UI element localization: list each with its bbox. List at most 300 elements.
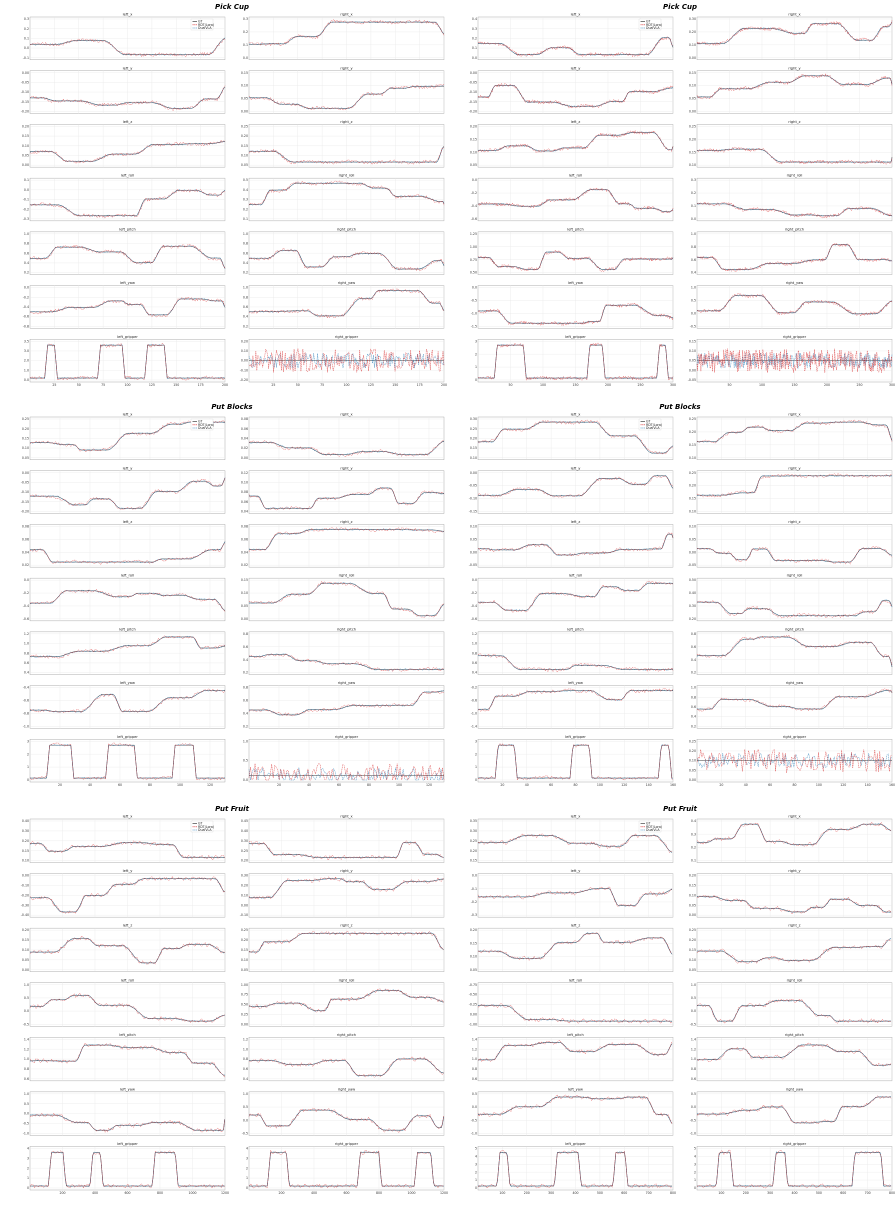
x-tick-label: 800 [156, 1190, 164, 1195]
subplot-left_yaw [23, 681, 225, 728]
y-tick-label: 0.20 [688, 938, 696, 943]
x-tick-label: 200 [440, 382, 448, 387]
subplot-title: left_roll [568, 978, 583, 983]
legend [191, 19, 214, 30]
y-tick-label: 1.2 [690, 1047, 696, 1052]
subplot-title: left_x [570, 12, 581, 17]
y-tick-label: 0.8 [690, 1067, 696, 1072]
y-tick-label: 0.0 [471, 578, 477, 583]
y-tick-label: 0.20 [469, 124, 477, 129]
y-tick-label: -0.4 [470, 204, 477, 209]
y-tick-label: 0.4 [23, 260, 29, 265]
y-tick-label: 0.10 [688, 83, 696, 88]
y-tick-label: 0.5 [690, 1091, 696, 1096]
x-tick-label: 400 [91, 1190, 99, 1195]
y-tick-label: 0.50 [688, 578, 696, 583]
y-tick-label: 1.25 [469, 231, 477, 236]
subplot-title: right_yaw [337, 281, 356, 286]
subplot-title: left_roll [120, 173, 135, 178]
panel-3 [21, 403, 444, 787]
y-tick-label: 0.5 [242, 1105, 248, 1110]
x-tick-label: 1000 [407, 1190, 416, 1195]
y-tick-label: 0.6 [242, 698, 248, 703]
x-tick-label: 250 [637, 382, 644, 387]
y-tick-label: 0.5 [242, 758, 248, 763]
x-tick-label: 50 [727, 382, 732, 387]
y-tick-label: 0.20 [688, 137, 696, 142]
y-tick-label: 0.5 [23, 996, 29, 1001]
subplot-left_pitch [470, 227, 673, 274]
y-tick-label: 0.08 [21, 524, 29, 529]
subplot-title: right_x [788, 412, 801, 417]
y-tick-label: -0.1 [470, 886, 477, 891]
x-tick-label: 40 [743, 782, 748, 787]
x-tick-label: 200 [59, 1190, 66, 1195]
subplot-left_roll [23, 174, 225, 221]
subplot-title: left_z [122, 120, 133, 125]
y-tick-label: -0.05 [468, 483, 477, 488]
y-tick-label: 0.00 [21, 70, 29, 75]
y-tick-label: 3.0 [23, 349, 29, 354]
x-tick-label: 1200 [220, 1190, 230, 1195]
x-tick-label: 100 [539, 382, 547, 387]
y-tick-label: 0.0 [23, 46, 29, 51]
y-tick-label: 0.35 [469, 819, 477, 824]
subplot-left_y [21, 869, 225, 917]
subplot-right_pitch [691, 227, 892, 274]
legend-label: DualVLA [198, 26, 212, 30]
y-tick-label: 0.5 [471, 1091, 477, 1096]
y-tick-label: -0.2 [470, 591, 477, 596]
y-tick-label: 0.8 [690, 631, 696, 636]
subplot-title: left_pitch [119, 1032, 136, 1037]
x-tick-label: 175 [416, 382, 423, 387]
subplot-right_roll [241, 574, 444, 621]
y-tick-label: 0.06 [21, 537, 29, 542]
y-tick-label: 0.5 [690, 298, 696, 303]
y-tick-label: 0.15 [688, 883, 696, 888]
y-tick-label: 0.30 [21, 828, 29, 833]
y-tick-label: 0.6 [471, 1076, 477, 1081]
y-tick-label: 0.25 [240, 928, 248, 933]
y-tick-label: 0.6 [242, 644, 248, 649]
x-tick-label: 120 [425, 782, 433, 787]
x-tick-label: 1000 [188, 1190, 197, 1195]
x-tick-label: 300 [767, 1190, 774, 1195]
x-tick-label: 100 [499, 1190, 506, 1195]
legend-label: RDT(Lora) [646, 824, 663, 829]
legend-label: RDT(Lora) [646, 422, 663, 427]
legend-label: DualVLA [646, 828, 660, 832]
y-tick-label: 0.00 [469, 470, 477, 475]
subplot-right_yaw [690, 1087, 892, 1135]
x-tick-label: 80 [573, 782, 578, 787]
x-tick-label: 400 [572, 1190, 579, 1195]
y-tick-label: -0.3 [22, 216, 29, 221]
y-tick-label: 0.10 [688, 455, 696, 460]
y-tick-label: 0.50 [240, 1002, 248, 1007]
subplot-title: right_gripper [334, 1142, 359, 1147]
y-tick-label: 0.20 [21, 928, 29, 933]
y-tick-label: 0.25 [240, 848, 248, 853]
y-tick-label: 1.0 [242, 231, 248, 236]
y-tick-label: 0.08 [240, 524, 248, 529]
y-tick-label: 0.4 [23, 670, 29, 675]
subplot-title: right_yaw [337, 1087, 356, 1092]
subplot-right_pitch [691, 1033, 892, 1081]
y-tick-label: 0.04 [240, 436, 248, 441]
subplot-title: right_z [340, 120, 353, 125]
subplot-left_gripper [475, 335, 676, 387]
subplot-title: left_pitch [567, 227, 584, 232]
y-tick-label: 0.20 [21, 426, 29, 431]
x-tick-label: 800 [888, 1190, 896, 1195]
y-tick-label: 0.3 [471, 26, 477, 31]
y-tick-label: 1 [474, 765, 477, 770]
y-tick-label: 0.10 [688, 758, 696, 763]
y-tick-label: 0.4 [471, 17, 477, 22]
y-tick-label: 5 [693, 1146, 696, 1151]
x-tick-label: 100 [758, 382, 766, 387]
x-tick-label: 400 [310, 1190, 318, 1195]
axes-frame [249, 524, 444, 567]
y-tick-label: 1.4 [690, 1037, 696, 1042]
x-tick-label: 25 [271, 382, 276, 387]
x-tick-label: 60 [549, 782, 554, 787]
y-tick-label: 3 [474, 339, 477, 344]
subplot-title: right_pitch [784, 227, 805, 232]
y-tick-label: 3 [245, 1156, 248, 1161]
x-tick-label: 600 [343, 1190, 350, 1195]
y-tick-label: 0.1 [690, 204, 696, 209]
y-tick-label: 0.75 [469, 257, 477, 262]
y-tick-label: 3.5 [23, 339, 29, 344]
x-tick-label: 200 [523, 1190, 530, 1195]
x-tick-label: 1200 [439, 1190, 449, 1195]
subplot-left_pitch [472, 627, 673, 674]
y-tick-label: 0.06 [240, 537, 248, 542]
y-tick-label: -0.2 [22, 207, 29, 212]
y-tick-label: 0.6 [690, 1076, 696, 1081]
subplot-left_z [469, 520, 673, 567]
x-tick-label: 20 [500, 782, 505, 787]
x-tick-label: 500 [596, 1190, 603, 1195]
y-tick-label: 0.00 [240, 109, 248, 114]
y-tick-label: 0.10 [240, 893, 248, 898]
y-tick-label: -0.2 [22, 591, 29, 596]
x-tick-label: 800 [669, 1190, 677, 1195]
subplot-right_gripper [694, 1142, 895, 1195]
x-tick-label: 200 [221, 382, 229, 387]
legend-label: RDT(Lora) [198, 824, 215, 829]
y-tick-label: 1.0 [23, 1091, 29, 1096]
subplot-title: left_x [122, 12, 133, 17]
y-tick-label: 0.04 [240, 550, 248, 555]
y-tick-label: 0.1 [471, 46, 477, 51]
x-tick-label: 50 [76, 382, 81, 387]
subplot-left_z [22, 520, 225, 567]
y-tick-label: 0.2 [690, 724, 696, 729]
y-tick-label: 0.05 [688, 537, 696, 542]
subplot-right_z [688, 520, 892, 567]
y-tick-label: -0.6 [470, 216, 477, 221]
subplot-title: left_roll [120, 573, 135, 578]
subplot-title: right_x [340, 814, 353, 819]
y-tick-label: 0.05 [240, 96, 248, 101]
y-tick-label: -0.50 [468, 992, 477, 997]
y-tick-label: 0.25 [688, 470, 696, 475]
y-tick-label: 0.0 [242, 778, 248, 783]
y-tick-label: 0.10 [688, 163, 696, 168]
y-tick-label: 0.10 [469, 455, 477, 460]
y-tick-label: -0.05 [687, 378, 696, 383]
subplot-left_yaw [471, 681, 673, 728]
y-tick-label: 0.4 [471, 670, 477, 675]
y-tick-label: 0.1 [23, 36, 29, 41]
y-tick-label: 0 [474, 778, 477, 783]
y-tick-label: 1.2 [23, 631, 29, 636]
subplot-right_gripper [689, 735, 895, 787]
x-tick-label: 300 [548, 1190, 555, 1195]
subplot-title: right_pitch [336, 627, 357, 632]
y-tick-label: -0.5 [470, 298, 477, 303]
y-tick-label: -0.05 [20, 480, 29, 485]
subplot-left_gripper [24, 335, 228, 387]
y-tick-label: 0.10 [240, 153, 248, 158]
x-tick-label: 500 [815, 1190, 822, 1195]
subplot-title: left_gripper [565, 734, 586, 739]
y-tick-label: 0.3 [690, 832, 696, 837]
subplot-right_z [241, 520, 444, 567]
y-tick-label: 1.4 [471, 1037, 477, 1042]
y-tick-label: 1.0 [23, 231, 29, 236]
legend [639, 19, 662, 30]
subplot-title: left_z [570, 120, 581, 125]
subplot-title: right_y [340, 869, 353, 874]
y-tick-label: 0.05 [688, 967, 696, 972]
subplot-title: left_yaw [120, 281, 135, 286]
subplot-title: left_roll [568, 173, 583, 178]
subplot-right_roll [691, 174, 892, 221]
y-tick-label: 0.20 [688, 483, 696, 488]
y-tick-label: 0.4 [242, 1076, 248, 1081]
y-tick-label: 1.2 [242, 1037, 248, 1042]
y-tick-label: 0.00 [469, 550, 477, 555]
y-tick-label: 0.8 [690, 244, 696, 249]
y-tick-label: 1.0 [242, 1047, 248, 1052]
y-tick-label: 0.10 [21, 948, 29, 953]
y-tick-label: 4 [693, 1154, 696, 1159]
y-tick-label: -0.40 [20, 913, 29, 918]
subplot-title: left_gripper [565, 334, 586, 339]
y-tick-label: -0.8 [22, 324, 29, 329]
y-tick-label: 0.0 [690, 1105, 696, 1110]
y-tick-label: 1 [474, 365, 477, 370]
x-tick-label: 140 [645, 782, 652, 787]
subplot-left_z [22, 120, 225, 167]
y-tick-label: 0.0 [471, 285, 477, 290]
y-tick-label: 4 [26, 1146, 29, 1151]
subplot-right_y [241, 466, 444, 513]
subplot-title: left_yaw [568, 681, 583, 686]
y-tick-label: 1.2 [471, 631, 477, 636]
y-tick-label: -0.15 [468, 509, 477, 514]
y-tick-label: 0.2 [242, 324, 248, 329]
subplot-title: right_y [788, 466, 801, 471]
y-tick-label: 0.6 [242, 251, 248, 256]
y-tick-label: 0.40 [21, 819, 29, 824]
y-tick-label: 0.20 [240, 339, 248, 344]
y-tick-label: 2 [693, 1170, 696, 1175]
y-tick-label: -1.0 [470, 1131, 477, 1136]
legend-label: GT [646, 419, 651, 424]
y-tick-label: 0.10 [240, 480, 248, 485]
x-tick-label: 40 [306, 782, 312, 787]
y-tick-label: 0.2 [242, 207, 248, 212]
y-tick-label: 0.00 [240, 616, 248, 621]
y-tick-label: 0.10 [240, 957, 248, 962]
y-tick-label: -1.4 [470, 724, 477, 729]
legend-label: RDT(Lora) [198, 22, 215, 27]
y-tick-label: 0.0 [690, 311, 696, 316]
axes-frame [249, 686, 444, 729]
subplot-title: left_x [122, 814, 133, 819]
subplot-title: left_x [570, 814, 581, 819]
legend [639, 821, 662, 832]
y-tick-label: 1.0 [23, 1057, 29, 1062]
legend-label: DualVLA [646, 26, 660, 30]
x-tick-label: 600 [840, 1190, 847, 1195]
subplot-title: right_pitch [784, 627, 805, 632]
y-tick-label: 0.0 [23, 187, 29, 192]
axes-frame [249, 632, 444, 675]
y-tick-label: 0.05 [469, 967, 477, 972]
subplot-title: right_roll [786, 573, 803, 578]
y-tick-label: -0.5 [470, 1118, 477, 1123]
x-tick-label: 80 [366, 782, 372, 787]
y-tick-label: 3 [474, 1162, 477, 1167]
y-tick-label: 0.6 [23, 1076, 29, 1081]
y-tick-label: 0.10 [240, 591, 248, 596]
subplot-title: left_gripper [117, 334, 138, 339]
y-tick-label: 2 [26, 1166, 29, 1171]
y-tick-label: 0.00 [688, 913, 696, 918]
y-tick-label: 0.6 [471, 660, 477, 665]
y-tick-label: 0.10 [21, 143, 29, 148]
y-tick-label: 0.0 [23, 578, 29, 583]
y-tick-label: 1.0 [23, 982, 29, 987]
y-tick-label: 0.25 [469, 426, 477, 431]
y-tick-label: 1 [26, 765, 29, 770]
legend-label: DualVLA [198, 828, 212, 832]
subplot-right_x [639, 413, 892, 460]
y-tick-label: 1 [474, 1178, 477, 1183]
subplot-title: right_roll [338, 173, 355, 178]
y-tick-label: 0.05 [240, 967, 248, 972]
y-tick-label: -1.0 [470, 711, 477, 716]
y-tick-label: 1.4 [23, 1037, 29, 1042]
x-tick-label: 150 [392, 382, 399, 387]
y-tick-label: -0.30 [20, 903, 29, 908]
y-tick-label: 0.10 [469, 954, 477, 959]
y-tick-label: 0 [26, 1186, 29, 1191]
subplot-left_pitch [472, 1033, 673, 1081]
y-tick-label: 0.15 [240, 143, 248, 148]
x-tick-label: 200 [742, 1190, 749, 1195]
y-tick-label: 0.05 [21, 455, 29, 460]
y-tick-label: 2 [245, 1166, 248, 1171]
y-tick-label: 0.6 [23, 251, 29, 256]
y-tick-label: 0.40 [688, 591, 696, 596]
y-tick-label: 1 [245, 1176, 248, 1181]
y-tick-label: -0.25 [468, 1002, 477, 1007]
y-tick-label: 0.20 [240, 938, 248, 943]
y-tick-label: 3 [693, 1162, 696, 1167]
y-tick-label: -0.10 [239, 368, 248, 373]
y-tick-label: 0.20 [469, 436, 477, 441]
y-tick-label: 0.4 [690, 657, 696, 662]
x-tick-label: 200 [278, 1190, 285, 1195]
subplot-title: left_yaw [568, 281, 583, 286]
y-tick-label: 0 [26, 778, 29, 783]
y-tick-label: 0.8 [242, 295, 248, 300]
y-tick-label: 0.20 [688, 616, 696, 621]
y-tick-label: -1.5 [470, 324, 477, 329]
y-tick-label: 0.6 [242, 305, 248, 310]
x-tick-label: 160 [888, 782, 896, 787]
y-tick-label: 0.00 [21, 873, 29, 878]
subplot-left_yaw [471, 281, 673, 328]
y-tick-label: 0.1 [690, 858, 696, 863]
y-tick-label: 1.0 [23, 641, 29, 646]
x-tick-label: 25 [52, 382, 57, 387]
y-tick-label: -0.2 [470, 685, 477, 690]
x-tick-label: 700 [645, 1190, 652, 1195]
y-tick-label: 0.10 [21, 858, 29, 863]
y-tick-label: 0.0 [23, 285, 29, 290]
x-tick-label: 100 [395, 782, 403, 787]
y-tick-label: 0.00 [21, 163, 29, 168]
legend-label: GT [646, 821, 651, 826]
y-tick-label: 1.0 [690, 685, 696, 690]
y-tick-label: -0.05 [20, 80, 29, 85]
y-tick-label: -0.10 [468, 90, 477, 95]
y-tick-label: 1.0 [690, 1057, 696, 1062]
y-tick-label: 0.3 [242, 197, 248, 202]
y-tick-label: 0.15 [21, 938, 29, 943]
subplot-right_roll [243, 174, 444, 221]
y-tick-label: 0.25 [688, 928, 696, 933]
axes-frame [30, 524, 225, 567]
subplot-right_x [191, 815, 444, 863]
subplot-title: left_pitch [119, 227, 136, 232]
y-tick-label: 0.20 [688, 30, 696, 35]
y-tick-label: 0.08 [240, 490, 248, 495]
x-tick-label: 80 [792, 782, 797, 787]
y-tick-label: -0.4 [22, 305, 29, 310]
y-tick-label: 0 [245, 1186, 248, 1191]
y-tick-label: -0.20 [468, 109, 477, 114]
y-tick-label: 0.30 [688, 604, 696, 609]
y-tick-label: 0.6 [690, 257, 696, 262]
y-tick-label: 0.10 [469, 524, 477, 529]
y-tick-label: 0.2 [471, 36, 477, 41]
subplot-title: right_roll [338, 573, 355, 578]
subplot-right_pitch [243, 1033, 444, 1081]
y-tick-label: 0.8 [23, 241, 29, 246]
y-tick-label: -1.0 [22, 724, 29, 729]
x-tick-label: 300 [888, 382, 896, 387]
